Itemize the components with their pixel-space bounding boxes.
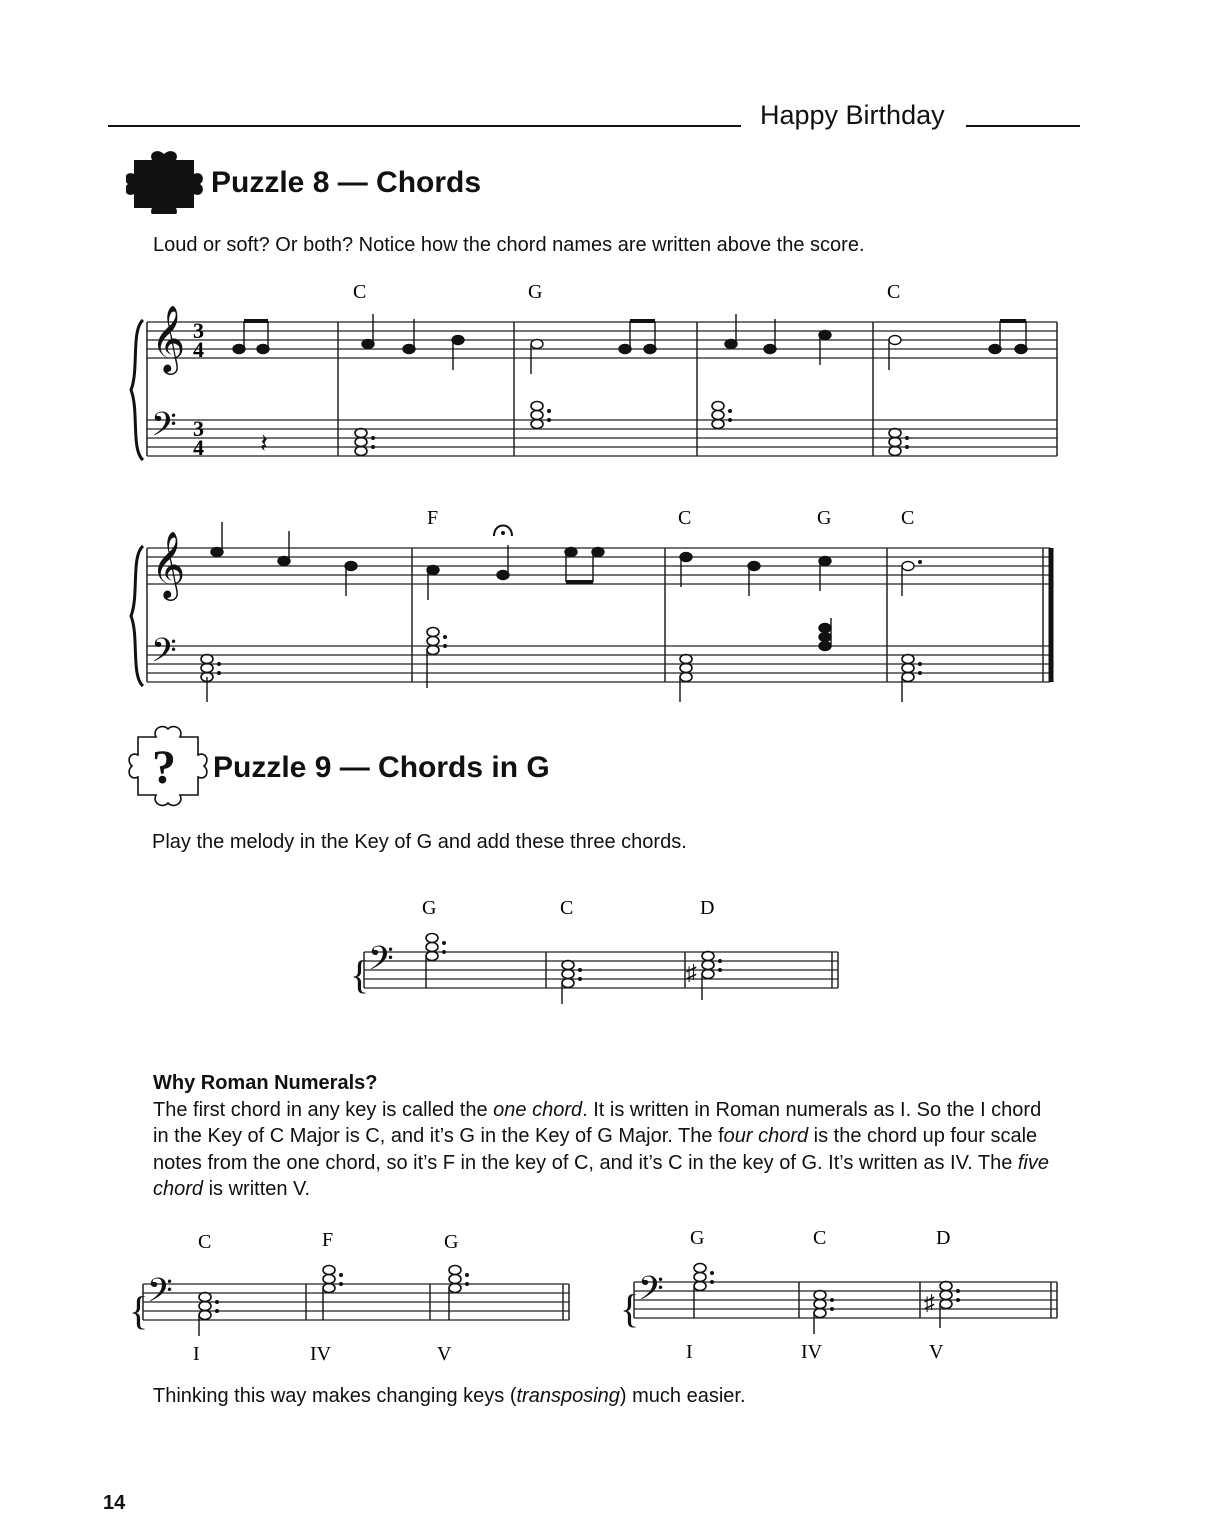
header-rule-left [108, 125, 741, 127]
chord-label: C [198, 1231, 212, 1253]
page-number: 14 [103, 1492, 126, 1514]
chord-label: C [887, 281, 901, 303]
chord-label: G [444, 1231, 459, 1253]
svg-text:{: { [129, 1288, 149, 1333]
svg-text:𝄢: 𝄢 [368, 940, 394, 985]
score-system-1 [125, 280, 1065, 480]
roman-heading: Why Roman Numerals? [153, 1072, 378, 1094]
header-title: Happy Birthday [760, 100, 945, 130]
roman-text: is written V. [203, 1178, 311, 1200]
chord-label: F [322, 1229, 334, 1251]
svg-text:𝄢: 𝄢 [147, 1272, 173, 1317]
question-puzzle-icon [128, 723, 208, 809]
roman-text: The first chord in any key is called the [153, 1098, 494, 1121]
svg-text:𝄢: 𝄢 [151, 632, 177, 677]
roman-em: one chord [493, 1098, 583, 1121]
chord-label: C [678, 507, 692, 529]
puzzle-piece-icon [126, 150, 204, 214]
c-key-chords-staff [125, 1224, 585, 1374]
chord-label: G [690, 1227, 705, 1249]
closing-text [153, 1383, 746, 1410]
g-key-chords-staff [616, 1222, 1066, 1372]
closing-part: Thinking this way makes changing keys ( [153, 1385, 517, 1407]
score-system-2 [125, 506, 1065, 706]
chord-label: D [936, 1227, 951, 1249]
svg-text:𝄽: 𝄽 [260, 429, 268, 458]
svg-text:𝄢: 𝄢 [151, 406, 177, 451]
roman-numeral: I [193, 1343, 200, 1365]
svg-text:{: { [350, 952, 370, 997]
puzzle9-instruction: Play the melody in the Key of G and add these three chords. [152, 831, 687, 853]
roman-numeral: IV [310, 1343, 332, 1365]
svg-text:{: { [620, 1286, 640, 1331]
chord-label: C [353, 281, 367, 303]
svg-text:3: 3 [193, 318, 204, 343]
svg-text:𝄞: 𝄞 [151, 306, 186, 371]
svg-text:4: 4 [193, 435, 204, 460]
puzzle9-title: Puzzle 9 — Chords in G [213, 751, 550, 784]
svg-text:4: 4 [193, 337, 204, 362]
chord-label: C [901, 507, 915, 529]
svg-text:𝄢: 𝄢 [638, 1270, 664, 1315]
svg-text:♯: ♯ [686, 960, 697, 985]
closing-part: ) much easier. [619, 1385, 746, 1407]
roman-numeral: V [437, 1343, 452, 1365]
roman-text: is the chord up four scale notes from the one chord, so it’s F in the key of C, and it’s C in the key of G. It’s written as IV. The [153, 1125, 1038, 1174]
chord-label: G [422, 897, 437, 919]
closing-em: transposing [516, 1385, 620, 1407]
chord-label: D [700, 897, 715, 919]
roman-text: . It is written in Roman numerals as I. So the I chord in the Key of C Major is C, and it’s G in the Key of G Major. The f [153, 1098, 1042, 1147]
roman-numerals-explanation [153, 1070, 1053, 1203]
roman-numeral: IV [801, 1341, 823, 1363]
chord-label: G [528, 281, 543, 303]
svg-text:♯: ♯ [924, 1290, 935, 1315]
puzzle8-title: Puzzle 8 — Chords [211, 166, 482, 199]
header-rule-right [966, 125, 1080, 127]
chord-label: F [427, 507, 439, 529]
chord-label: G [817, 507, 832, 529]
g-chords-staff [348, 892, 848, 1012]
chord-label: C [813, 1227, 827, 1249]
chord-label: C [560, 897, 574, 919]
svg-text:𝄞: 𝄞 [151, 532, 186, 597]
roman-em: our chord [723, 1125, 809, 1147]
roman-numeral: I [686, 1341, 693, 1363]
svg-text:3: 3 [193, 416, 204, 441]
svg-text:?: ? [152, 741, 176, 794]
roman-numeral: V [929, 1341, 944, 1363]
roman-em: five chord [153, 1151, 1049, 1200]
puzzle8-instruction: Loud or soft? Or both? Notice how the chord names are written above the score. [153, 234, 865, 256]
